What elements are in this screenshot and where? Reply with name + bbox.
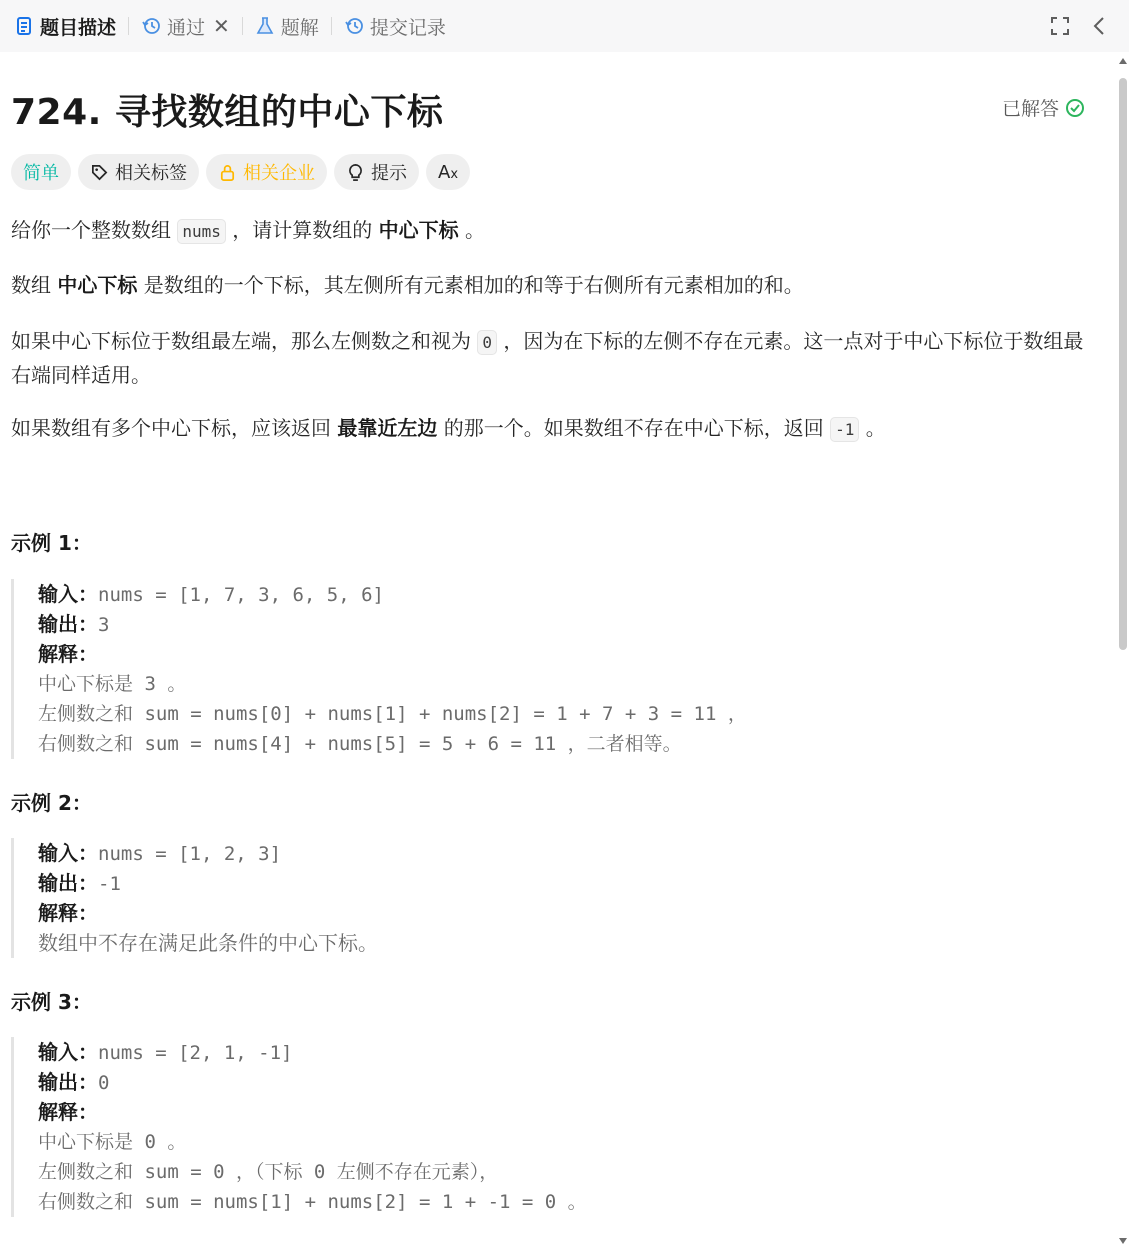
example-heading: 示例 1：: [11, 531, 92, 555]
example-explanation: 中心下标是 0 。: [38, 1131, 187, 1153]
tab-bar-actions: [1049, 0, 1129, 52]
scroll-down-icon[interactable]: [1119, 1238, 1127, 1244]
inline-code: 0: [477, 330, 497, 355]
lock-icon: [218, 163, 237, 182]
example-explanation: 左侧数之和 sum = 0 ，（下标 0 左侧不存在元素），: [38, 1161, 499, 1183]
description-paragraph: 如果中心下标位于数组最左端，那么左侧数之和视为 0 ，因为在下标的左侧不存在元素。这一点对于中心下标位于数组最右端同样适用。: [11, 329, 1084, 387]
flask-icon: [255, 16, 275, 36]
history-icon: [344, 16, 364, 36]
example-explanation: 右侧数之和 sum = nums[4] + nums[5] = 5 + 6 = 11 ，二者相等。: [38, 733, 682, 755]
solved-status: [1002, 94, 1085, 121]
description-paragraph: 如果数组有多个中心下标，应该返回 最靠近左边 的那一个。如果数组不存在中心下标，返回 -1 。: [11, 416, 886, 440]
tab-divider: [128, 17, 129, 35]
fullscreen-icon[interactable]: [1049, 15, 1071, 37]
tab-bar: [0, 0, 1129, 52]
tab-submissions[interactable]: [338, 0, 452, 52]
tab-description-label: 题目描述: [40, 16, 117, 39]
related-topics-label: 相关标签: [115, 163, 187, 184]
inline-code: -1: [830, 417, 859, 442]
example-block: 输入：nums = [2, 1, -1] 输出：0 解释： 中心下标是 0 。 左侧数之和 sum = 0 ，（下标 0 左侧不存在元素）， 右侧数之和 sum = nums[1] + nums[2] = 1 + -1 = 0 。: [11, 1037, 587, 1217]
example-block: 输入：nums = [1, 2, 3] 输出：-1 解释： 数组中不存在满足此条件的中心下标。: [11, 838, 378, 958]
hint-label: 提示: [371, 163, 407, 184]
history-icon: [141, 16, 161, 36]
example-input: nums = [2, 1, -1]: [98, 1042, 293, 1064]
related-topics-button[interactable]: [78, 154, 199, 190]
scrollbar-thumb[interactable]: [1119, 78, 1127, 650]
solved-status-label: 已解答: [1002, 98, 1060, 120]
difficulty-badge: [11, 154, 71, 190]
scroll-up-icon[interactable]: [1119, 58, 1127, 64]
tab-submissions-label: 提交记录: [369, 16, 446, 39]
description-icon: [14, 16, 34, 36]
tag-icon: [90, 163, 109, 182]
lightbulb-icon: [346, 163, 365, 182]
related-companies-button[interactable]: [206, 154, 327, 190]
example-explanation: 数组中不存在满足此条件的中心下标。: [38, 931, 378, 955]
example-explanation: 左侧数之和 sum = nums[0] + nums[1] + nums[2] = 1 + 7 + 3 = 11 ，: [38, 703, 747, 725]
example-input: nums = [1, 2, 3]: [98, 843, 282, 865]
hint-button[interactable]: [334, 154, 419, 190]
example-output: 3: [98, 614, 110, 636]
example-explanation: 右侧数之和 sum = nums[1] + nums[2] = 1 + -1 = 0 。: [38, 1191, 587, 1213]
tab-divider: [331, 17, 332, 35]
check-circle-icon: [1065, 98, 1085, 118]
tab-accepted-label: 通过: [167, 16, 206, 39]
translate-button[interactable]: [426, 154, 470, 190]
close-icon[interactable]: ✕: [213, 14, 230, 38]
example-explanation: 中心下标是 3 。: [38, 673, 187, 695]
tab-divider: [242, 17, 243, 35]
problem-title: 724. 寻找数组的中心下标: [11, 92, 444, 133]
example-output: -1: [98, 873, 121, 895]
example-heading: 示例 2：: [11, 791, 92, 815]
inline-code: nums: [177, 219, 226, 244]
tab-description[interactable]: [8, 0, 122, 52]
example-input: nums = [1, 7, 3, 6, 5, 6]: [98, 584, 384, 606]
tab-accepted[interactable]: [135, 0, 236, 52]
translate-icon: Ax: [438, 161, 459, 183]
tag-row: [11, 154, 470, 190]
collapse-left-icon[interactable]: [1089, 15, 1111, 37]
description-paragraph: 数组 中心下标 是数组的一个下标，其左侧所有元素相加的和等于右侧所有元素相加的和。: [11, 273, 804, 297]
related-companies-label: 相关企业: [243, 163, 315, 184]
difficulty-label: 简单: [23, 163, 59, 184]
example-block: 输入：nums = [1, 7, 3, 6, 5, 6] 输出：3 解释： 中心下标是 3 。 左侧数之和 sum = nums[0] + nums[1] + nums[2] = 1 + 7 + 3 = 11 ， 右侧数之和 sum = nums[4] + nums[5] = 5 + 6 = 11 ，二者相等。: [11, 579, 747, 759]
example-output: 0: [98, 1072, 110, 1094]
description-paragraph: 给你一个整数数组 nums ，请计算数组的 中心下标 。: [11, 218, 485, 242]
tab-solutions-label: 题解: [280, 16, 319, 39]
example-heading: 示例 3：: [11, 990, 92, 1014]
tab-solutions[interactable]: [249, 0, 325, 52]
